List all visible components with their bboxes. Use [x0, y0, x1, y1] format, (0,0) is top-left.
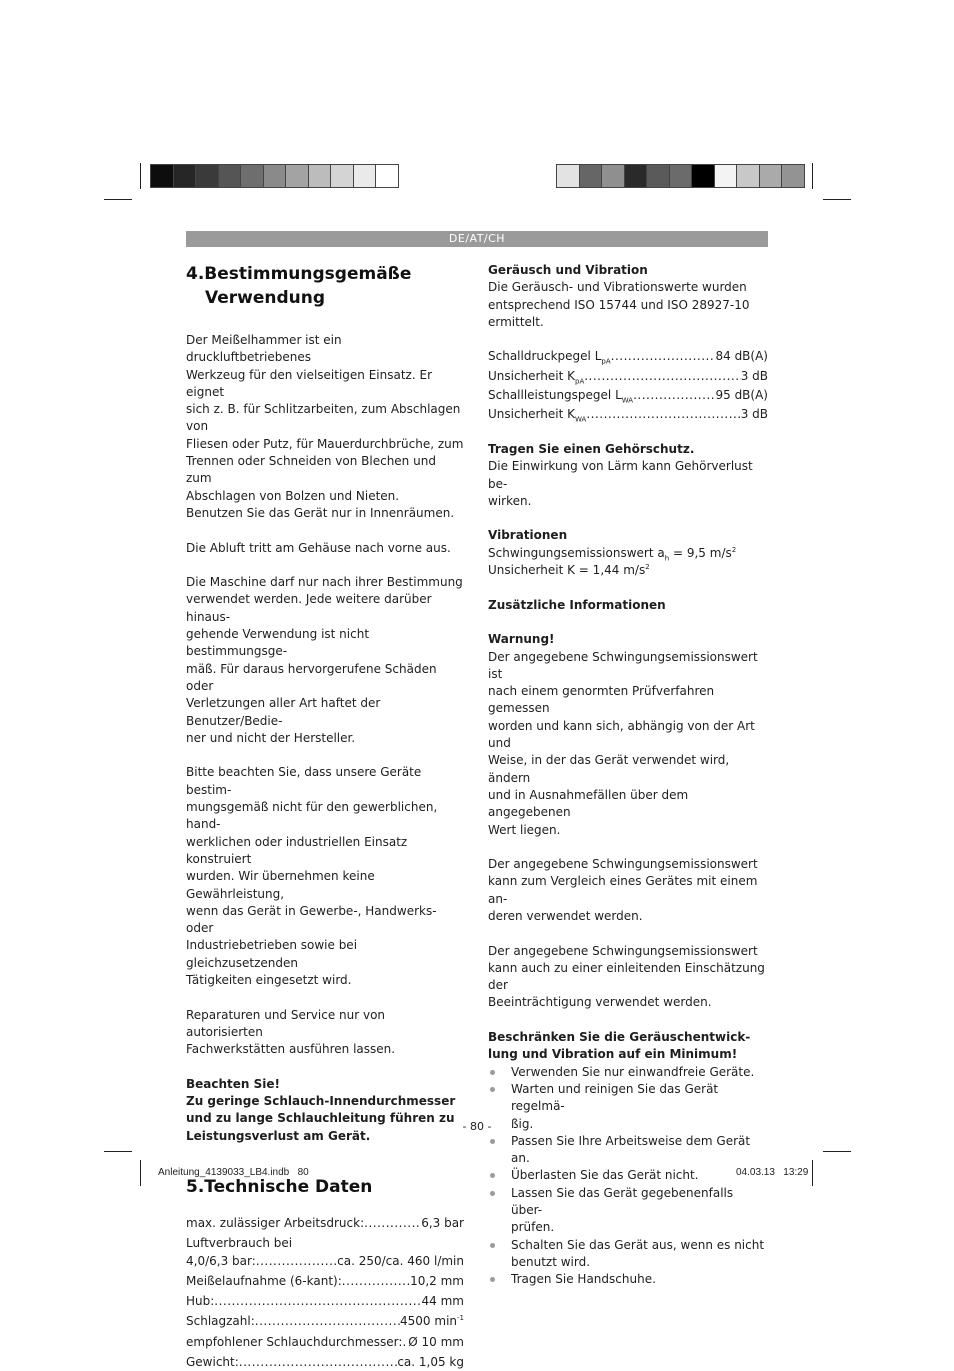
footer-file: Anleitung_4139033_LB4.indb 80 [158, 1167, 309, 1178]
region-header-band [186, 231, 768, 247]
note-hose: Beachten Sie! Zu geringe Schlauch-Innendurchmesser und zu lange Schlauchleitung führen zu Leistungsverlust am Gerät. [186, 1076, 456, 1143]
color-swatch [715, 165, 738, 187]
hearing-protection-heading: Tragen Sie einen Gehörschutz. [488, 441, 695, 456]
list-item: Lassen Sie das Gerät gegebenenfalls über- prüfen. [488, 1185, 768, 1237]
list-item: Verwenden Sie nur einwandfreie Geräte. [488, 1064, 768, 1081]
warning-paragraph-2: Der angegebene Schwingungsemissionswert kann zum Vergleich eines Gerätes mit einem an- deren verwendet werden. [488, 857, 758, 923]
page-number: - 80 - [462, 1120, 492, 1133]
crop-mark [812, 163, 813, 189]
color-swatch [647, 165, 670, 187]
list-item: Tragen Sie Handschuhe. [488, 1271, 768, 1288]
list-item: Passen Sie Ihre Arbeitsweise dem Gerät an. [488, 1133, 768, 1168]
section-5-heading: 5.Technische Daten [186, 1176, 373, 1197]
crop-mark [812, 1160, 813, 1186]
crop-mark [823, 199, 851, 200]
noise-swl: Schallleistungspegel $L_{WA}$ ..... 95 dB(A) [488, 387, 768, 404]
spec-pressure: max. zulässiger Arbeitsdruck: ..... 6,3 bar [186, 1215, 464, 1232]
crop-mark [104, 1151, 132, 1152]
color-calibration-bar-right [556, 164, 805, 188]
noise-uncertainty-wa: Unsicherheit $K_{WA}$ ..... 3 dB [488, 406, 768, 423]
color-swatch [264, 165, 287, 187]
spec-chisel: Meißelaufnahme (6-kant): ..... 10,2 mm [186, 1273, 464, 1290]
paragraph-purpose: Der Meißelhammer ist ein druckluftbetriebenes Werkzeug für den vielseitigen Einsatz. Er eignet sich z. B. für Schlitzarbeiten, zum Abschlagen von Fliesen oder Putz, für Mauerdurchbrüche, zum Trennen oder Schneiden von Blechen und zum Abschlagen von Bolzen und Nieten. Benutzen Sie das Gerät nur in Innenräumen. [186, 333, 464, 520]
color-swatch [692, 165, 715, 187]
section-4-heading: 4.Bestimmungsgemäße Verwendung [186, 264, 412, 308]
vibration-heading: Vibrationen [488, 528, 568, 543]
hearing-protection-text: Die Einwirkung von Lärm kann Gehörverlust be- wirken. [488, 459, 753, 508]
paragraph-repairs: Reparaturen und Service nur von autorisierten Fachwerkstätten ausführen lassen. [186, 1007, 396, 1057]
warning-paragraph-3: Der angegebene Schwingungsemissionswert kann auch zu einer einleitenden Einschätzung der Beeinträchtigung verwendet werden. [488, 943, 765, 1010]
noise-values [488, 348, 768, 423]
noise-uncertainty-pa: Unsicherheit $K_{pA}$ ..... 3 dB [488, 368, 768, 385]
list-item: Überlasten Sie das Gerät nicht. [488, 1167, 768, 1184]
crop-mark [823, 1151, 851, 1152]
color-swatch [196, 165, 219, 187]
vibration-value: Schwingungsemissionswert $a_h = 9,5$ $m/s^2$ [488, 545, 737, 563]
region-label: DE/AT/CH [448, 232, 506, 245]
paragraph-warranty: Bitte beachten Sie, dass unsere Geräte bestim- mungsgemäß nicht für den gewerblichen, hand- werklichen oder industriellen Einsatz konstruiert wurden. Wir übernehmen keine Gewährleistung, wenn das Gerät in Gewerbe-, Handwerks- oder Industriebetrieben sowie bei gleichzusetzenden Tätigkeiten eingesetzt wird. [186, 765, 438, 987]
crop-mark [140, 1160, 141, 1186]
spec-air: 4,0/6,3 bar: ..... ca. 250/ca. 460 l/min [186, 1253, 464, 1270]
color-swatch [625, 165, 648, 187]
color-swatch [331, 165, 354, 187]
spec-hose: empfohlener Schlauchdurchmesser: ..... Ø 10 mm [186, 1334, 464, 1351]
color-swatch [354, 165, 377, 187]
spec-list [186, 1215, 464, 1371]
footer-date: 04.03.13 13:29 [736, 1167, 809, 1178]
color-swatch [670, 165, 693, 187]
warning-paragraph-1: Der angegebene Schwingungsemissionswert ist nach einem genormten Prüfverfahren gemessen worden und kann sich, abhängig von der Art und Weise, in der das Gerät verwendet wird, ändern und in Ausnahmefällen über dem angegebenen Wert liegen. [488, 649, 758, 837]
color-swatch [241, 165, 264, 187]
recommendation-list [488, 1064, 768, 1289]
paragraph-intended-use: Die Maschine darf nur nach ihrer Bestimmung verwendet werden. Jede weitere darüber hinaus- gehende Verwendung ist nicht bestimmungsge- mäß. Für daraus hervorgerufene Schäden oder Verletzungen aller Art haftet der Benutzer/Bedie- ner und nicht der Hersteller. [186, 575, 463, 745]
color-swatch [557, 165, 580, 187]
color-swatch [309, 165, 332, 187]
spec-blows: Schlagzahl: ..... 4500 $\min^{-1}$ [186, 1313, 464, 1330]
noise-intro: Die Geräusch- und Vibrationswerte wurden entsprechend ISO 15744 und ISO 28927-10 ermittelt. [488, 280, 750, 329]
noise-spl: Schalldruckpegel $L_{pA}$ ..... 84 dB(A) [488, 348, 768, 365]
color-swatch [580, 165, 603, 187]
warning-heading: Warnung! [488, 632, 555, 647]
list-item: Schalten Sie das Gerät aus, wenn es nicht benutzt wird. [488, 1237, 768, 1272]
color-swatch [376, 165, 398, 187]
color-swatch [151, 165, 174, 187]
left-column [186, 262, 464, 1371]
noise-heading: Geräusch und Vibration [488, 263, 648, 277]
spec-air-label: Luftverbrauch bei [186, 1236, 293, 1251]
vibration-uncertainty: Unsicherheit K = 1,44 $m/s^2$ [488, 563, 650, 578]
color-swatch [782, 165, 804, 187]
limit-heading: Beschränken Sie die Geräuschentwick- lung und Vibration auf ein Minimum! [488, 1030, 751, 1062]
spec-stroke: Hub: ..... 44 mm [186, 1293, 464, 1310]
crop-mark [140, 163, 141, 189]
paragraph-exhaust: Die Abluft tritt am Gehäuse nach vorne aus. [186, 540, 451, 555]
extra-info-heading: Zusätzliche Informationen [488, 597, 666, 612]
color-swatch [737, 165, 760, 187]
color-swatch [219, 165, 242, 187]
color-swatch [174, 165, 197, 187]
list-item: Warten und reinigen Sie das Gerät regelmä- ßig. [488, 1081, 768, 1133]
color-swatch [602, 165, 625, 187]
color-swatch [286, 165, 309, 187]
spec-weight: Gewicht: ..... ca. 1,05 kg [186, 1354, 464, 1371]
right-column [488, 262, 768, 1289]
crop-mark [104, 199, 132, 200]
color-calibration-bar-left [150, 164, 399, 188]
color-swatch [760, 165, 783, 187]
